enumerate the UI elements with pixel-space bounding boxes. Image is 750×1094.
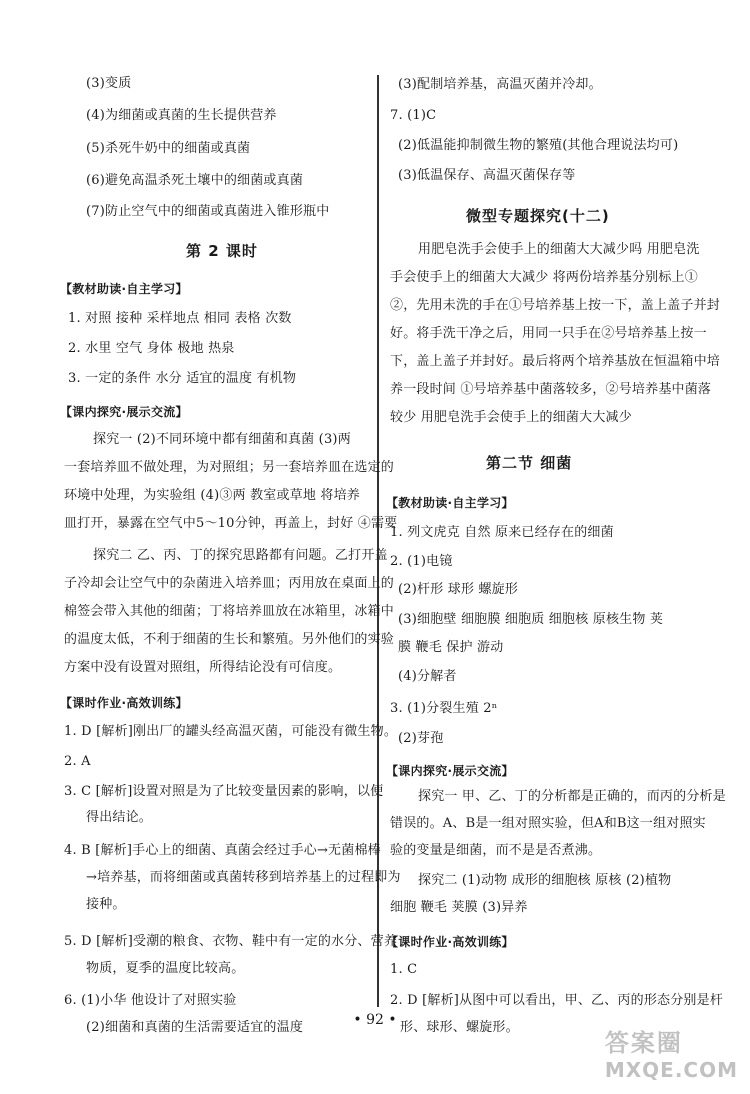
paragraph-line: 方案中没有设置对照组，所得结论没有可信度。	[64, 660, 342, 675]
paragraph-line: 一套培养皿不做处理，为对照组；另一套培养皿在选定的	[64, 460, 395, 475]
answer-item: 形、球形、螺旋形。	[400, 1020, 519, 1035]
column-divider	[377, 75, 379, 1007]
paragraph-line: 探究一 甲、乙、丁的分析都是正确的，而丙的分析是	[418, 789, 726, 804]
answer-item: 接种。	[86, 897, 126, 912]
answer-item: (2)杆形 球形 螺旋形	[398, 582, 519, 597]
answer-item: 6. (1)小华 他设计了对照实验	[64, 993, 237, 1008]
answer-item: 1. C	[390, 962, 418, 977]
paragraph-line: 好。将手洗干净之后，用同一只手在②号培养基上按一	[390, 326, 707, 341]
answer-item: 1. 对照 接种 采样地点 相同 表格 次数	[68, 311, 292, 326]
paragraph-line: ②，先用未洗的手在①号培养基上按一下，盖上盖子并封	[390, 298, 721, 313]
paragraph-line: 子冷却会让空气中的杂菌进入培养皿；丙用放在桌面上的	[64, 576, 395, 591]
answer-item: 4. B [解析]手心上的细菌、真菌会经过手心→无菌棉棒	[64, 843, 381, 858]
answer-item: 2. D [解析]从图中可以看出，甲、乙、丙的形态分别是杆	[390, 993, 724, 1008]
answer-item: (5)杀死牛奶中的细菌或真菌	[86, 141, 251, 156]
section-header: 【课时作业·高效训练】	[60, 696, 188, 710]
answer-item: 3. C [解析]设置对照是为了比较变量因素的影响，以便	[64, 784, 384, 799]
answer-item: (6)避免高温杀死土壤中的细菌或真菌	[86, 173, 304, 188]
topic-title: 微型专题探究(十二)	[466, 207, 610, 225]
answer-item: 1. 列文虎克 自然 原来已经存在的细菌	[390, 525, 614, 540]
paragraph-line: 细胞 鞭毛 荚膜 (3)异养	[390, 900, 528, 915]
answer-item: 2. 水里 空气 身体 极地 热泉	[68, 341, 235, 356]
answer-item: (2)芽孢	[398, 731, 444, 746]
section-header: 【课时作业·高效训练】	[386, 935, 514, 949]
answer-item: (2)细菌和真菌的生活需要适宜的温度	[86, 1020, 304, 1035]
paragraph-line: 探究二 (1)动物 成形的细胞核 原核 (2)植物	[418, 873, 672, 888]
answer-item: 5. D [解析]受潮的粮食、衣物、鞋中有一定的水分、营养	[64, 934, 398, 949]
section-header: 【课内探究·展示交流】	[60, 405, 188, 419]
paragraph-line: 环境中处理，为实验组 (4)③两 教室或草地 将培养	[64, 488, 361, 503]
answer-item: 3. 一定的条件 水分 适宜的温度 有机物	[68, 371, 297, 386]
answer-item: 3. (1)分裂生殖 2ⁿ	[390, 701, 498, 716]
answer-item: →培养基，而将细菌或真菌转移到培养基上的过程即为	[86, 870, 401, 885]
answer-item: 2. (1)电镜	[390, 554, 453, 569]
section-header: 【教材助读·自主学习】	[386, 496, 514, 510]
paragraph-line: 皿打开，暴露在空气中5～10分钟，再盖上，封好 ④需要	[64, 516, 398, 531]
answer-item: 1. D [解析]刚出厂的罐头经高温灭菌，可能没有微生物。	[64, 724, 398, 739]
paragraph-line: 较少 用肥皂洗手会使手上的细菌大大减少	[390, 410, 632, 425]
paragraph-line: 用肥皂洗手会使手上的细菌大大减少吗 用肥皂洗	[418, 242, 700, 257]
answer-item: (3)细胞壁 细胞膜 细胞质 细胞核 原核生物 荚	[398, 612, 664, 627]
answer-item: (3)变质	[86, 76, 132, 91]
answer-item: (3)配制培养基，高温灭菌并冷却。	[398, 77, 602, 92]
answer-item: 7. (1)C	[390, 108, 437, 123]
page-number: • 92 •	[353, 1012, 397, 1028]
answer-item: (7)防止空气中的细菌或真菌进入锥形瓶中	[86, 204, 330, 219]
answer-item: 2. A	[64, 754, 91, 769]
watermark-logo	[605, 1023, 738, 1082]
paragraph-line: 探究二 乙、丙、丁的探究思路都有问题。乙打开盖	[93, 548, 388, 563]
answer-item: (4)为细菌或真菌的生长提供营养	[86, 108, 277, 123]
answer-item: 膜 鞭毛 保护 游动	[398, 640, 504, 655]
paragraph-line: 养一段时间 ①号培养基中菌落较多，②号培养基中菌落	[390, 382, 712, 397]
section-title: 第二节 细菌	[486, 454, 573, 472]
paragraph-line: 下，盖上盖子并封好。最后将两个培养基放在恒温箱中培	[390, 354, 721, 369]
answer-item: (4)分解者	[398, 669, 457, 684]
answer-item: (3)低温保存、高温灭菌保存等	[398, 168, 576, 183]
watermark-url: MXQE.COM	[604, 1058, 738, 1082]
answer-item: (2)低温能抑制微生物的繁殖(其他合理说法均可)	[398, 138, 679, 153]
section-header: 【课内探究·展示交流】	[386, 764, 514, 778]
paragraph-line: 错误的。A、B是一组对照实验，但A和B这一组对照实	[390, 816, 706, 831]
paragraph-line: 的温度太低，不利于细菌的生长和繁殖。另外他们的实验	[64, 632, 395, 647]
paragraph-line: 探究一 (2)不同环境中都有细菌和真菌 (3)两	[93, 432, 351, 447]
answer-item: 得出结论。	[86, 810, 153, 825]
answer-item: 物质，夏季的温度比较高。	[86, 961, 245, 976]
paragraph-line: 手会使手上的细菌大大减少 将两份培养基分别标上①	[390, 270, 698, 285]
section-header: 【教材助读·自主学习】	[60, 282, 188, 296]
paragraph-line: 棉签会带入其他的细菌；丁将培养皿放在冰箱里，冰箱中	[64, 604, 395, 619]
paragraph-line: 验的变量是细菌，而不是是否煮沸。	[390, 843, 602, 858]
lesson-title: 第 2 课时	[186, 242, 258, 260]
watermark-text: 答案圈	[604, 1029, 683, 1057]
